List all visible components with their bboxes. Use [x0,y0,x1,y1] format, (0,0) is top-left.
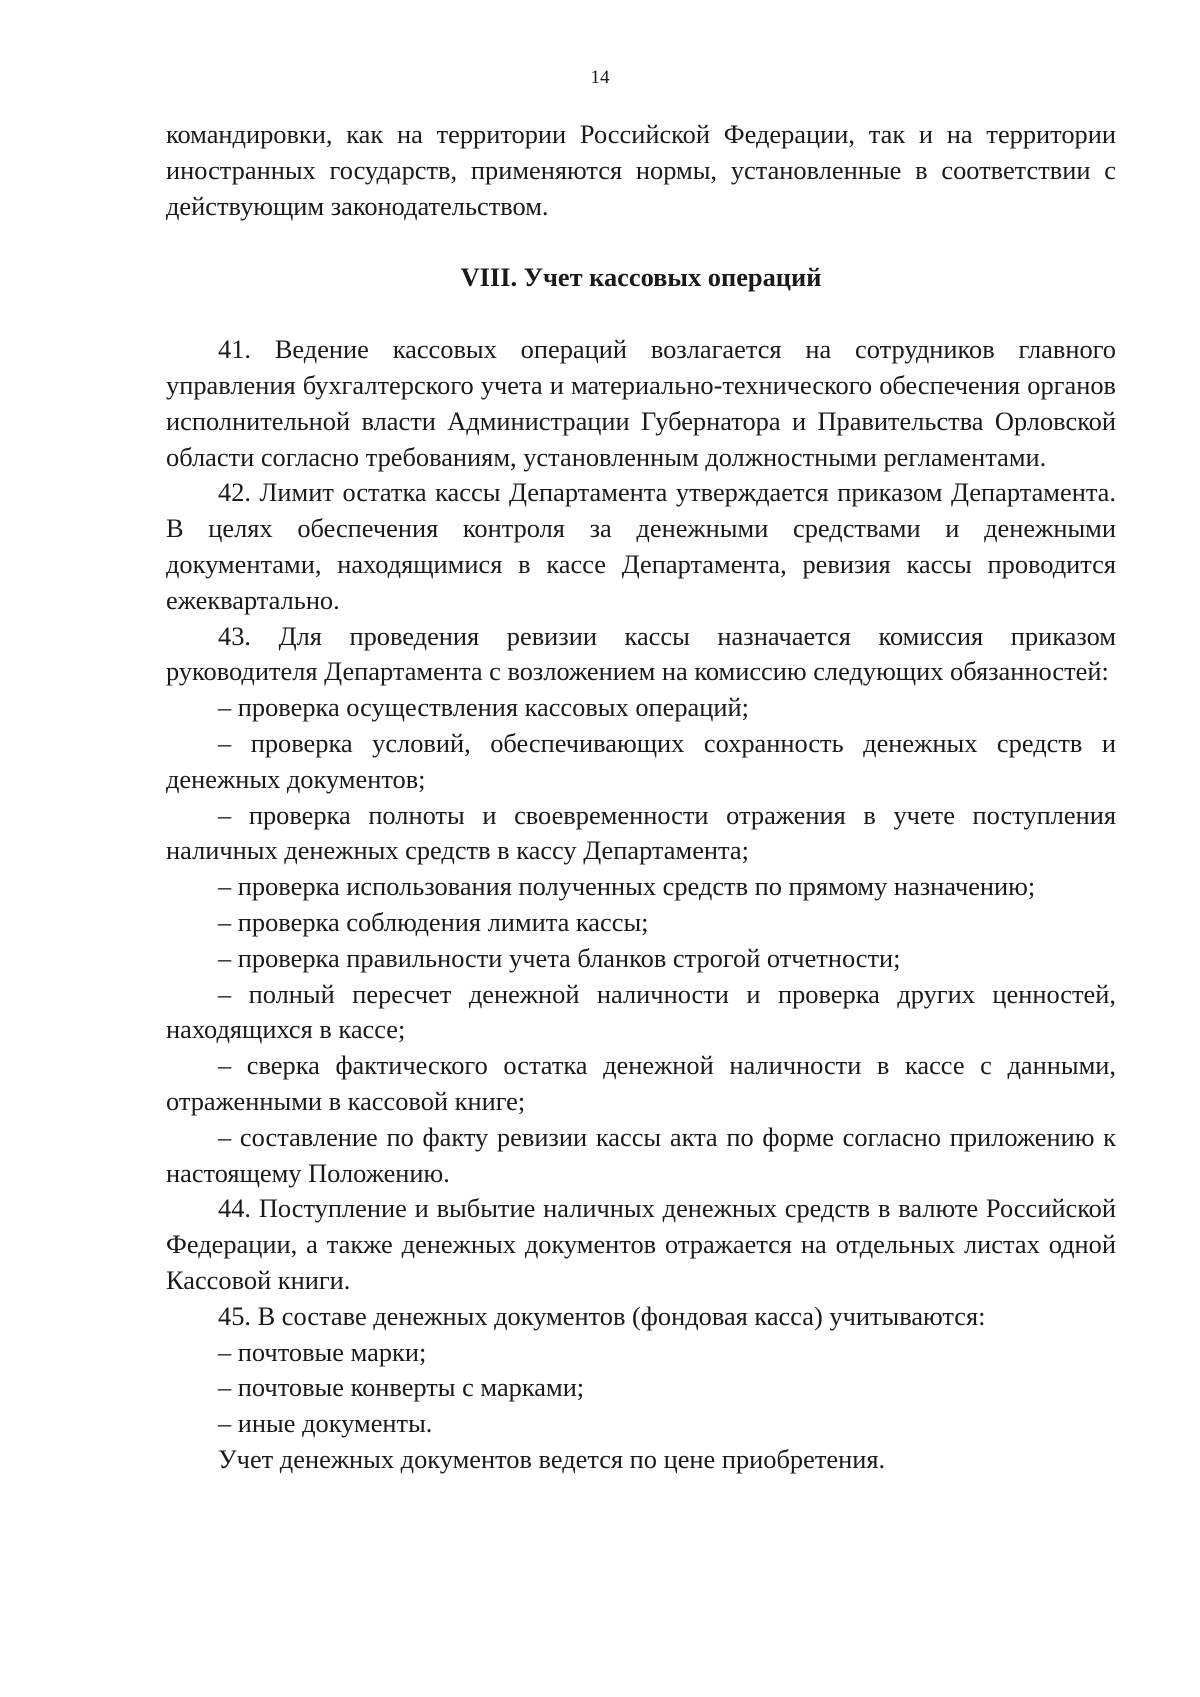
document-body [166,117,1116,1478]
paragraph-45: 45. В составе денежных документов (фондовая касса) учитываются: [218,1300,986,1331]
list-item: – полный пересчет денежной наличности и проверка других ценностей, находящихся в кассе; [166,978,1116,1045]
paragraph-44: 44. Поступление и выбытие наличных денежных средств в валюте Российской Федерации, а также денежных документов отражается на отдельных листах одной Кассовой книги. [166,1193,1116,1295]
section-heading: VIII. Учет кассовых операций [460,262,822,293]
intro-paragraph: командировки, как на территории Российской Федерации, так и на территории иностранных государств, применяются нормы, установленные в соответствии с действующим законодательством. [166,119,1116,221]
paragraph-42: 42. Лимит остатка кассы Департамента утверждается приказом Департамента. В целях обеспечения контроля за денежными средствами и денежными документами, находящимися в кассе Департамента, ревизия кассы проводится ежеквартально. [166,477,1116,615]
list-item: – проверка осуществления кассовых операций; [218,692,749,723]
list-item: – проверка условий, обеспечивающих сохранность денежных средств и денежных документов; [166,727,1116,794]
page-number: 14 [590,67,610,88]
list-item: – сверка фактического остатка денежной наличности в кассе с данными, отраженными в кассовой книге; [166,1050,1116,1116]
list-item: – проверка полноты и своевременности отражения в учете поступления наличных денежных средств в кассу Департамента; [166,799,1116,866]
list-item: – составление по факту ревизии кассы акта по форме согласно приложению к настоящему Положению. [166,1121,1116,1188]
list-item: – почтовые конверты с марками; [218,1372,585,1403]
list-item: – иные документы. [218,1408,433,1439]
list-item: – проверка правильности учета бланков строгой отчетности; [218,942,901,973]
list-item: – проверка использования полученных средств по прямому назначению; [218,871,1036,902]
paragraph-43: 43. Для проведения ревизии кассы назначается комиссия приказом руководителя Департамента с возложением на комиссию следующих обязанностей: [166,620,1116,687]
closing-paragraph: Учет денежных документов ведется по цене приобретения. [218,1443,886,1474]
list-item: – почтовые марки; [218,1336,427,1367]
paragraph-41: 41. Ведение кассовых операций возлагается на сотрудников главного управления бухгалтерского учета и материально-технического обеспечения органов исполнительной власти Администрации Губернатора и Правительства Орловской области согласно требованиям, установленным должностными регламентами. [166,334,1116,472]
list-item: – проверка соблюдения лимита кассы; [218,906,649,937]
